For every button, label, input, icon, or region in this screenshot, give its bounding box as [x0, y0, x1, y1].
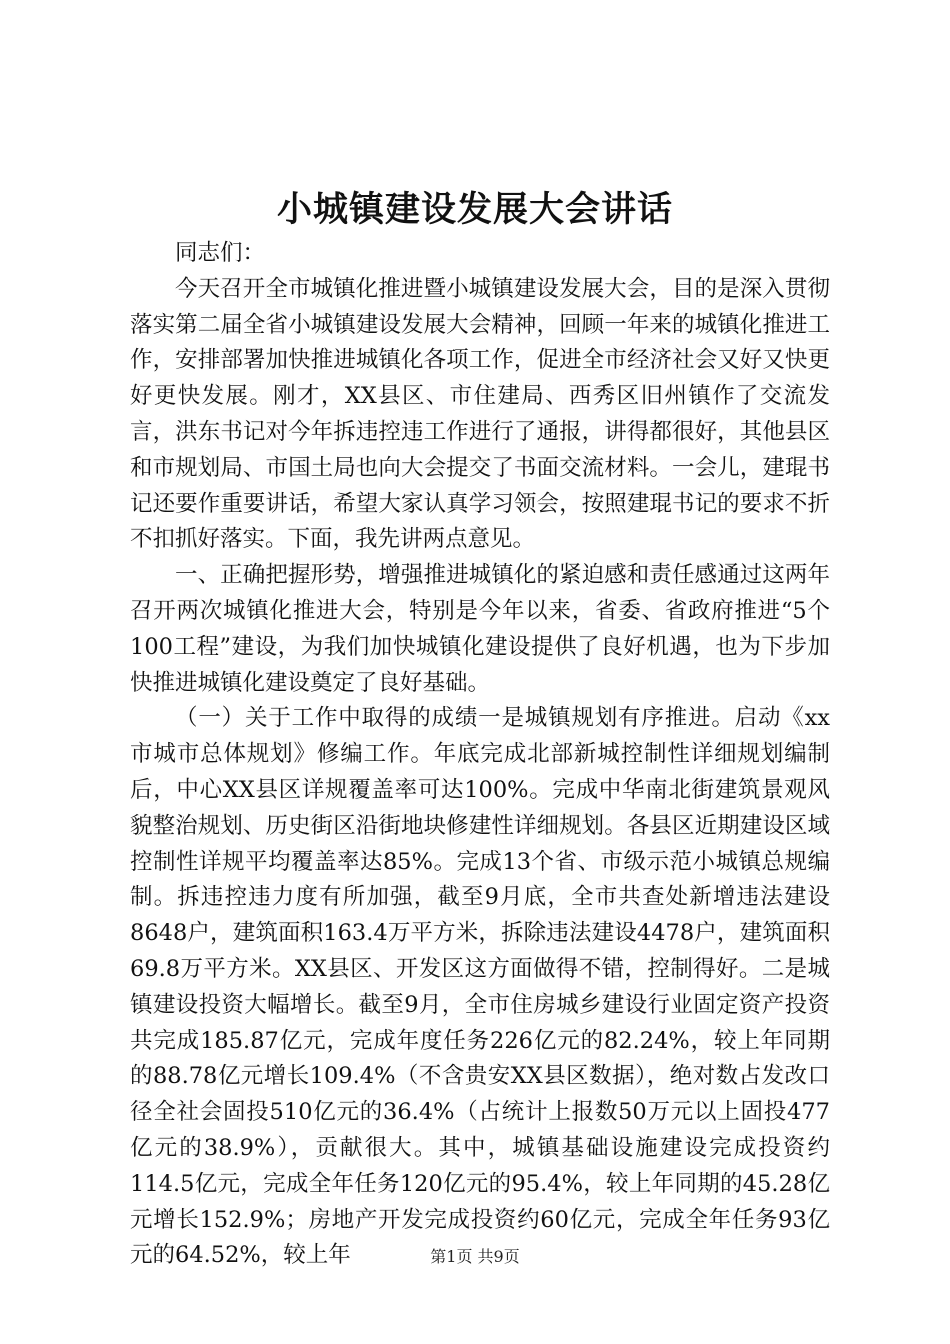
paragraph-section-one: 一、正确把握形势，增强推进城镇化的紧迫感和责任感通过这两年召开两次城镇化推进大会，特别是今年以来，省委、省政府推进“5个100工程”建设，为我们加快城镇化建设提供了良好机遇，也为下步加快推进城镇化建设奠定了良好基础。: [130, 562, 830, 696]
paragraph-intro: 今天召开全市城镇化推进暨小城镇建设发展大会，目的是深入贯彻落实第二届全省小城镇建设发展大会精神，回顾一年来的城镇化推进工作，安排部署加快推进城镇化各项工作，促进全市经济社会又好又快更好更快发展。刚才，XX县区、市住建局、西秀区旧州镇作了交流发言，洪东书记对今年拆违控违工作进行了通报，讲得都很好，其他县区和市规划局、市国土局也向大会提交了书面交流材料。一会儿，建琨书记还要作重要讲话，希望大家认真学习领会，按照建琨书记的要求不折不扣抓好落实。下面，我先讲两点意见。: [130, 275, 830, 553]
document-body: [130, 236, 830, 1274]
salutation: 同志们：: [175, 240, 266, 266]
document-title: 小城镇建设发展大会讲话: [276, 189, 673, 230]
paragraph-achievements: （一）关于工作中取得的成绩一是城镇规划有序推进。启动《xx市城市总体规划》修编工作。年底完成北部新城控制性详细规划编制后，中心XX县区详规覆盖率可达100%。完成中华南北街建筑景观风貌整治规划、历史街区沿街地块修建性详细规划。各县区近期建设区域控制性详规平均覆盖率达85%。完成13个省、市级示范小城镇总规编制。拆违控违力度有所加强，截至9月底，全市共查处新增违法建设8648户，建筑面积163.4万平方米，拆除违法建设4478户，建筑面积69.8万平方米。XX县区、开发区这方面做得不错，控制得好。二是城镇建设投资大幅增长。截至9月，全市住房城乡建设行业固定资产投资共完成185.87亿元，完成年度任务226亿元的82.24%，较上年同期的88.78亿元增长109.4%（不含贵安XX县区数据），绝对数占发改口径全社会固投510亿元的36.4%（占统计上报数50万元以上固投477亿元的38.9%），贡献很大。其中，城镇基础设施建设完成投资约114.5亿元，完成全年任务120亿元的95.4%，较上年同期的45.28亿元增长152.9%；房地产开发完成投资约60亿元，完成全年任务93亿元的64.52%，较上年: [130, 705, 830, 1269]
page-number-footer: 第1页 共9页: [430, 1247, 520, 1266]
